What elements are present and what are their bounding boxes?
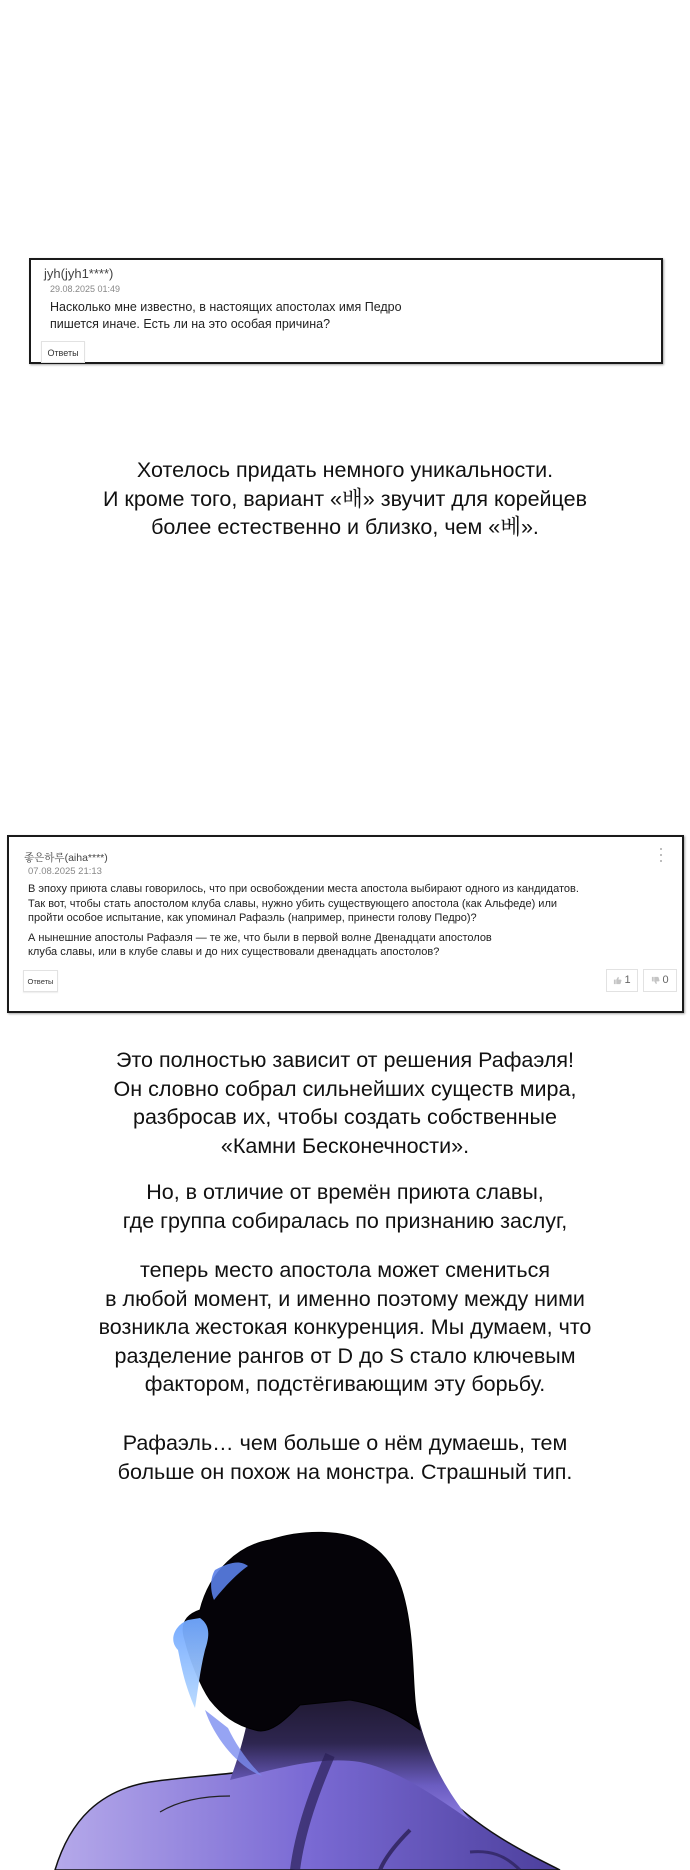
like-count: 1 xyxy=(624,974,631,986)
dislike-button[interactable] xyxy=(643,969,677,992)
caption-line: Это полностью зависит от решения Рафаэля! xyxy=(115,1048,575,1072)
translation-caption xyxy=(0,1256,690,1399)
comment-text xyxy=(28,882,579,960)
caption-line: разделение рангов от D до S стало ключевым xyxy=(114,1343,576,1368)
comment-username[interactable]: jyh(jyh1****) xyxy=(44,266,114,281)
translation-caption xyxy=(0,456,690,542)
comment-line: В эпоху приюта славы говорилось, что при освобождении места апостола выбирают одного из кандидатов. xyxy=(28,883,579,895)
caption-line: Хотелось придать немного уникальности. xyxy=(136,458,554,482)
replies-button[interactable]: Ответы xyxy=(23,970,58,992)
comment-line: Насколько мне известно, в настоящих апостолах имя Педро xyxy=(50,300,402,314)
translation-caption xyxy=(0,1429,690,1486)
comment-paragraph xyxy=(28,931,579,960)
comment-text xyxy=(50,299,402,332)
caption-line: где группа собиралась по признанию заслуг, xyxy=(122,1208,568,1233)
caption-line: в любой момент, и именно поэтому между ними xyxy=(105,1286,585,1311)
translation-caption xyxy=(0,1046,690,1160)
caption-line: более естественно и близко, чем «베». xyxy=(151,515,539,539)
comment-line: клуба славы, или в клубе славы и до них существовали двенадцать апостолов? xyxy=(28,946,440,958)
caption-line: И кроме того, вариант «배» звучит для корейцев xyxy=(103,486,587,511)
caption-line: Но, в отличие от времён приюта славы, xyxy=(146,1180,544,1204)
comment-line: пройти особое испытание, как упоминал Рафаэль (например, принести голову Педро)? xyxy=(28,912,477,924)
caption-line: возникла жестокая конкуренция. Мы думаем, что xyxy=(98,1315,592,1339)
replies-button[interactable]: Ответы xyxy=(41,341,85,363)
comment-line: А нынешние апостолы Рафаэля — те же, что были в первой волне Двенадцати апостолов xyxy=(28,931,492,944)
caption-line: Он словно собрал сильнейших существ мира, xyxy=(113,1076,577,1101)
comment-card xyxy=(29,258,663,364)
comic-illustration xyxy=(0,1500,690,1870)
comment-username[interactable]: 좋은하루(aiha****) xyxy=(24,852,108,864)
like-button[interactable] xyxy=(606,969,638,992)
dislike-count: 0 xyxy=(662,974,669,986)
comment-card xyxy=(7,835,684,1013)
comment-date: 07.08.2025 21:13 xyxy=(28,866,102,877)
thumbs-up-icon xyxy=(613,976,622,985)
kebab-menu-icon[interactable] xyxy=(658,848,664,862)
comment-date: 29.08.2025 01:49 xyxy=(50,284,121,294)
translation-caption xyxy=(0,1178,690,1235)
caption-line: Рафаэль… чем больше о нём думаешь, тем xyxy=(122,1431,568,1455)
caption-line: разбросав их, чтобы создать собственные xyxy=(133,1105,557,1129)
caption-line: теперь место апостола может смениться xyxy=(140,1258,550,1282)
comment-line: Так вот, чтобы стать апостолом клуба славы, нужно убить существующего апостола (как Альфеде) или xyxy=(28,897,558,910)
caption-line: фактором, подстёгивающим эту борьбу. xyxy=(144,1372,546,1396)
comment-line: пишется иначе. Есть ли на это особая причина? xyxy=(50,316,331,331)
comment-paragraph xyxy=(28,882,579,926)
thumbs-down-icon xyxy=(651,976,660,985)
caption-line: больше он похож на монстра. Страшный тип. xyxy=(117,1459,573,1484)
caption-line: «Камни Бесконечности». xyxy=(220,1133,470,1158)
